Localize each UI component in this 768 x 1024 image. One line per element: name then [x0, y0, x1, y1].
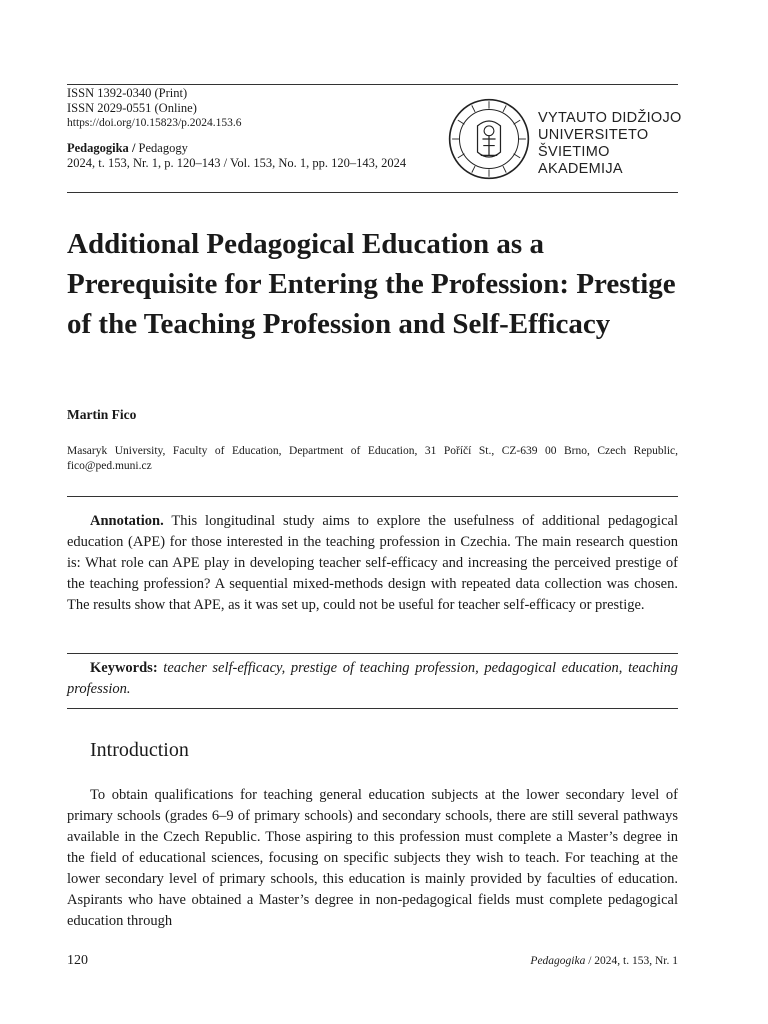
- university-name: [538, 110, 682, 178]
- running-footer: Pedagogika / 2024, t. 153, Nr. 1: [530, 955, 678, 967]
- university-seal-icon: [448, 98, 530, 180]
- abstract-top-rule: [67, 496, 678, 497]
- page-number: 120: [67, 953, 88, 968]
- intro-paragraph: To obtain qualifications for teaching general education subjects at the lower secondary level of primary schools (grades 6–9 of primary schools) and secondary schools, there are still several pathways available in the Czech Republic. Those aspiring to this profession must complete a Master’s degree in the field of educational sciences, focusing on specific subjects they wish to teach. For teaching at the lower secondary level of primary schools, this education is mainly provided by faculties of education. Aspirants who have obtained a Master’s degree in non-pedagogical fields must complete pedagogical education through: [67, 787, 678, 929]
- running-journal-name: Pedagogika: [530, 955, 586, 967]
- journal-title-line: Pedagogika / Pedagogy: [67, 141, 188, 155]
- university-line: VYTAUTO DIDŽIOJO: [538, 110, 682, 126]
- author-affiliation: Masaryk University, Faculty of Education, Department of Education, 31 Poříčí St., CZ-639 00 Brno, Czech Republic, fico@ped.muni.cz: [67, 445, 678, 472]
- annotation-text: This longitudinal study aims to explore the usefulness of additional pedagogical education (APE) for those interested in the teaching profession in Czechia. The main research question is: What role can APE play in developing teacher self-efficacy and increasing the perceived prestige of the teaching profession? A sequential mixed-methods design with repeated data collection was chosen. The results show that APE, as it was set up, could not be useful for teacher self-efficacy or prestige.: [67, 513, 678, 613]
- citation-line: 2024, t. 153, Nr. 1, p. 120–143 / Vol. 153, No. 1, pp. 120–143, 2024: [67, 156, 407, 170]
- university-line: AKADEMIJA: [538, 161, 623, 177]
- annotation-label: Annotation.: [90, 513, 164, 529]
- doi-link[interactable]: https://doi.org/10.15823/p.2024.153.6: [67, 117, 242, 129]
- header-bottom-rule: [67, 192, 678, 193]
- keywords-top-rule: [67, 653, 678, 654]
- author-name: Martin Fico: [67, 407, 137, 422]
- keywords-text: teacher self-efficacy, prestige of teaching profession, pedagogical education, teaching profession.: [67, 660, 678, 697]
- section-heading: Introduction: [90, 739, 189, 761]
- keywords-bottom-rule: [67, 708, 678, 709]
- keywords-paragraph: [67, 658, 678, 700]
- article-title: Additional Pedagogical Education as a Prerequisite for Entering the Profession: Prestige of the Teaching Profession and Self-Efficacy: [67, 228, 676, 340]
- issn-print: ISSN 1392-0340 (Print): [67, 86, 188, 100]
- top-rule: [67, 84, 678, 85]
- university-line: UNIVERSITETO: [538, 127, 649, 143]
- issn-online: ISSN 2029-0551 (Online): [67, 101, 197, 115]
- journal-header: [67, 86, 447, 171]
- annotation-paragraph: [67, 511, 678, 616]
- journal-name: Pedagogika: [67, 141, 129, 155]
- journal-name-en: Pedagogy: [138, 141, 188, 155]
- university-line: ŠVIETIMO: [538, 144, 610, 160]
- keywords-label: Keywords:: [90, 660, 158, 676]
